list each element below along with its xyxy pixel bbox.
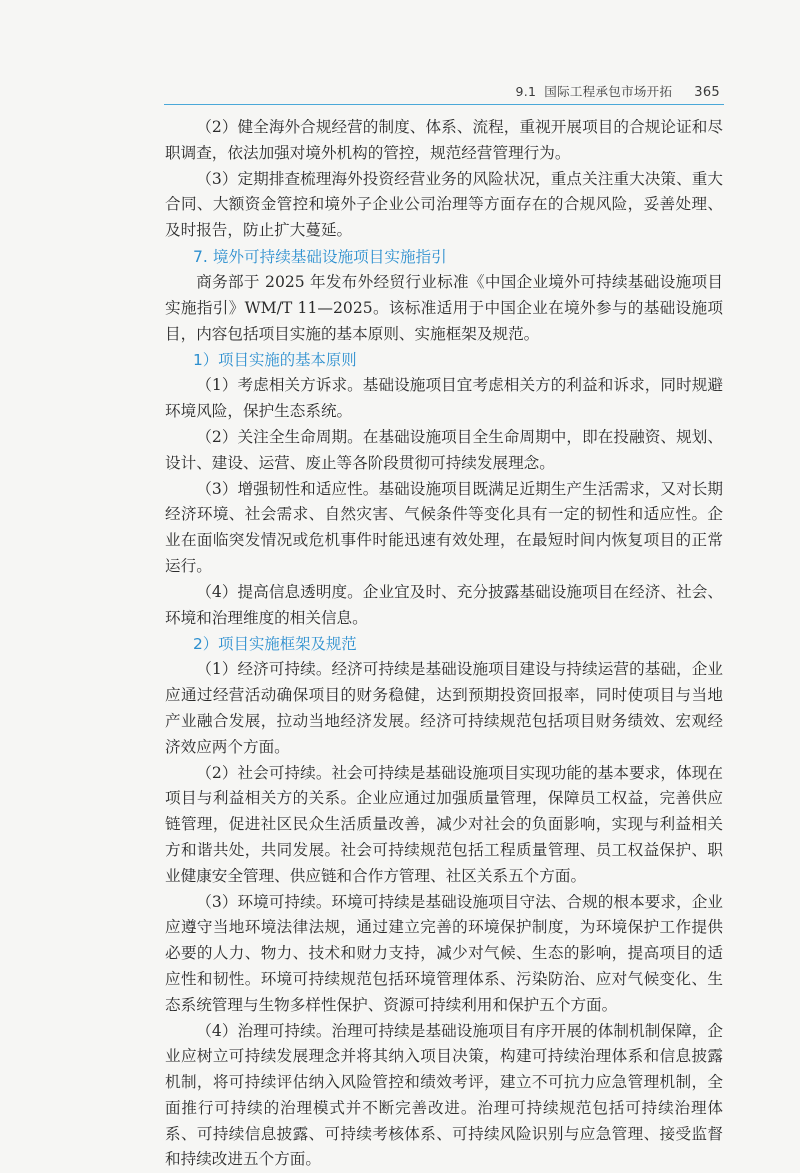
paragraph: （1）考虑相关方诉求。基础设施项目宜考虑相关方的利益和诉求，同时规避环境风险，保护生态系统。 xyxy=(165,373,723,425)
paragraph: （2）社会可持续。社会可持续是基础设施项目实现功能的基本要求，体现在项目与利益相关方的关系。企业应通过加强质量管理，保障员工权益，完善供应链管理，促进社区民众生活质量改善，减少对社会的负面影响，实现与利益相关方和谐共处，共同发展。社会可持续规范包括工程质量管理、员工权益保护、职业健康安全管理、供应链和合作方管理、社区关系五个方面。 xyxy=(165,761,723,890)
paragraph: （3）环境可持续。环境可持续是基础设施项目守法、合规的根本要求，企业应遵守当地环境法律法规，通过建立完善的环境保护制度，为环境保护工作提供必要的人力、物力、技术和财力支持，减少对气候、生态的影响，提高项目的适应性和韧性。环境可持续规范包括环境管理体系、污染防治、应对气候变化、生态系统管理与生物多样性保护、资源可持续利用和保护五个方面。 xyxy=(165,890,723,1019)
section-heading: 7. 境外可持续基础设施项目实施指引 xyxy=(165,244,723,270)
paragraph: （3）增强韧性和适应性。基础设施项目既满足近期生产生活需求，又对长期经济环境、社会需求、自然灾害、气候条件等变化具有一定的韧性和适应性。企业在面临突发情况或危机事件时能迅速有效处理，在最短时间内恢复项目的正常运行。 xyxy=(165,477,723,580)
header-section-number: 9.1 xyxy=(515,84,536,99)
paragraph: （1）经济可持续。经济可持续是基础设施项目建设与持续运营的基础，企业应通过经营活动确保项目的财务稳健，达到预期投资回报率，同时使项目与当地产业融合发展，拉动当地经济发展。经济可持续规范包括项目财务绩效、宏观经济效应两个方面。 xyxy=(165,657,723,760)
paragraph: （3）定期排查梳理海外投资经营业务的风险状况，重点关注重大决策、重大合同、大额资金管控和境外子企业公司治理等方面存在的合规风险，妥善处理、及时报告，防止扩大蔓延。 xyxy=(165,167,723,244)
page-body xyxy=(165,115,723,1173)
subsection-heading: 2）项目实施框架及规范 xyxy=(165,631,723,657)
paragraph: （4）提高信息透明度。企业宜及时、充分披露基础设施项目在经济、社会、环境和治理维度的相关信息。 xyxy=(165,580,723,632)
subsection-heading: 1）项目实施的基本原则 xyxy=(165,347,723,373)
paragraph: （2）健全海外合规经营的制度、体系、流程，重视开展项目的合规论证和尽职调查，依法加强对境外机构的管控，规范经营管理行为。 xyxy=(165,115,723,167)
paragraph: （4）治理可持续。治理可持续是基础设施项目有序开展的体制机制保障，企业应树立可持续发展理念并将其纳入项目决策，构建可持续治理体系和信息披露机制，将可持续评估纳入风险管控和绩效考评，建立不可抗力应急管理机制，全面推行可持续的治理模式并不断完善改进。治理可持续规范包括可持续治理体系、可持续信息披露、可持续考核体系、可持续风险识别与应急管理、接受监督和持续改进五个方面。 xyxy=(165,1019,723,1173)
paragraph: （2）关注全生命周期。在基础设施项目全生命周期中，即在投融资、规划、设计、建设、运营、废止等各阶段贯彻可持续发展理念。 xyxy=(165,425,723,477)
running-header xyxy=(0,82,720,100)
paragraph: 商务部于 2025 年发布外经贸行业标准《中国企业境外可持续基础设施项目实施指引》WM/T 11—2025。该标准适用于中国企业在境外参与的基础设施项目，内容包括项目实施的基本原则、实施框架及规范。 xyxy=(165,270,723,347)
page-number: 365 xyxy=(694,85,720,100)
header-rule xyxy=(164,104,724,105)
header-section-title: 国际工程承包市场开拓 xyxy=(544,84,672,99)
